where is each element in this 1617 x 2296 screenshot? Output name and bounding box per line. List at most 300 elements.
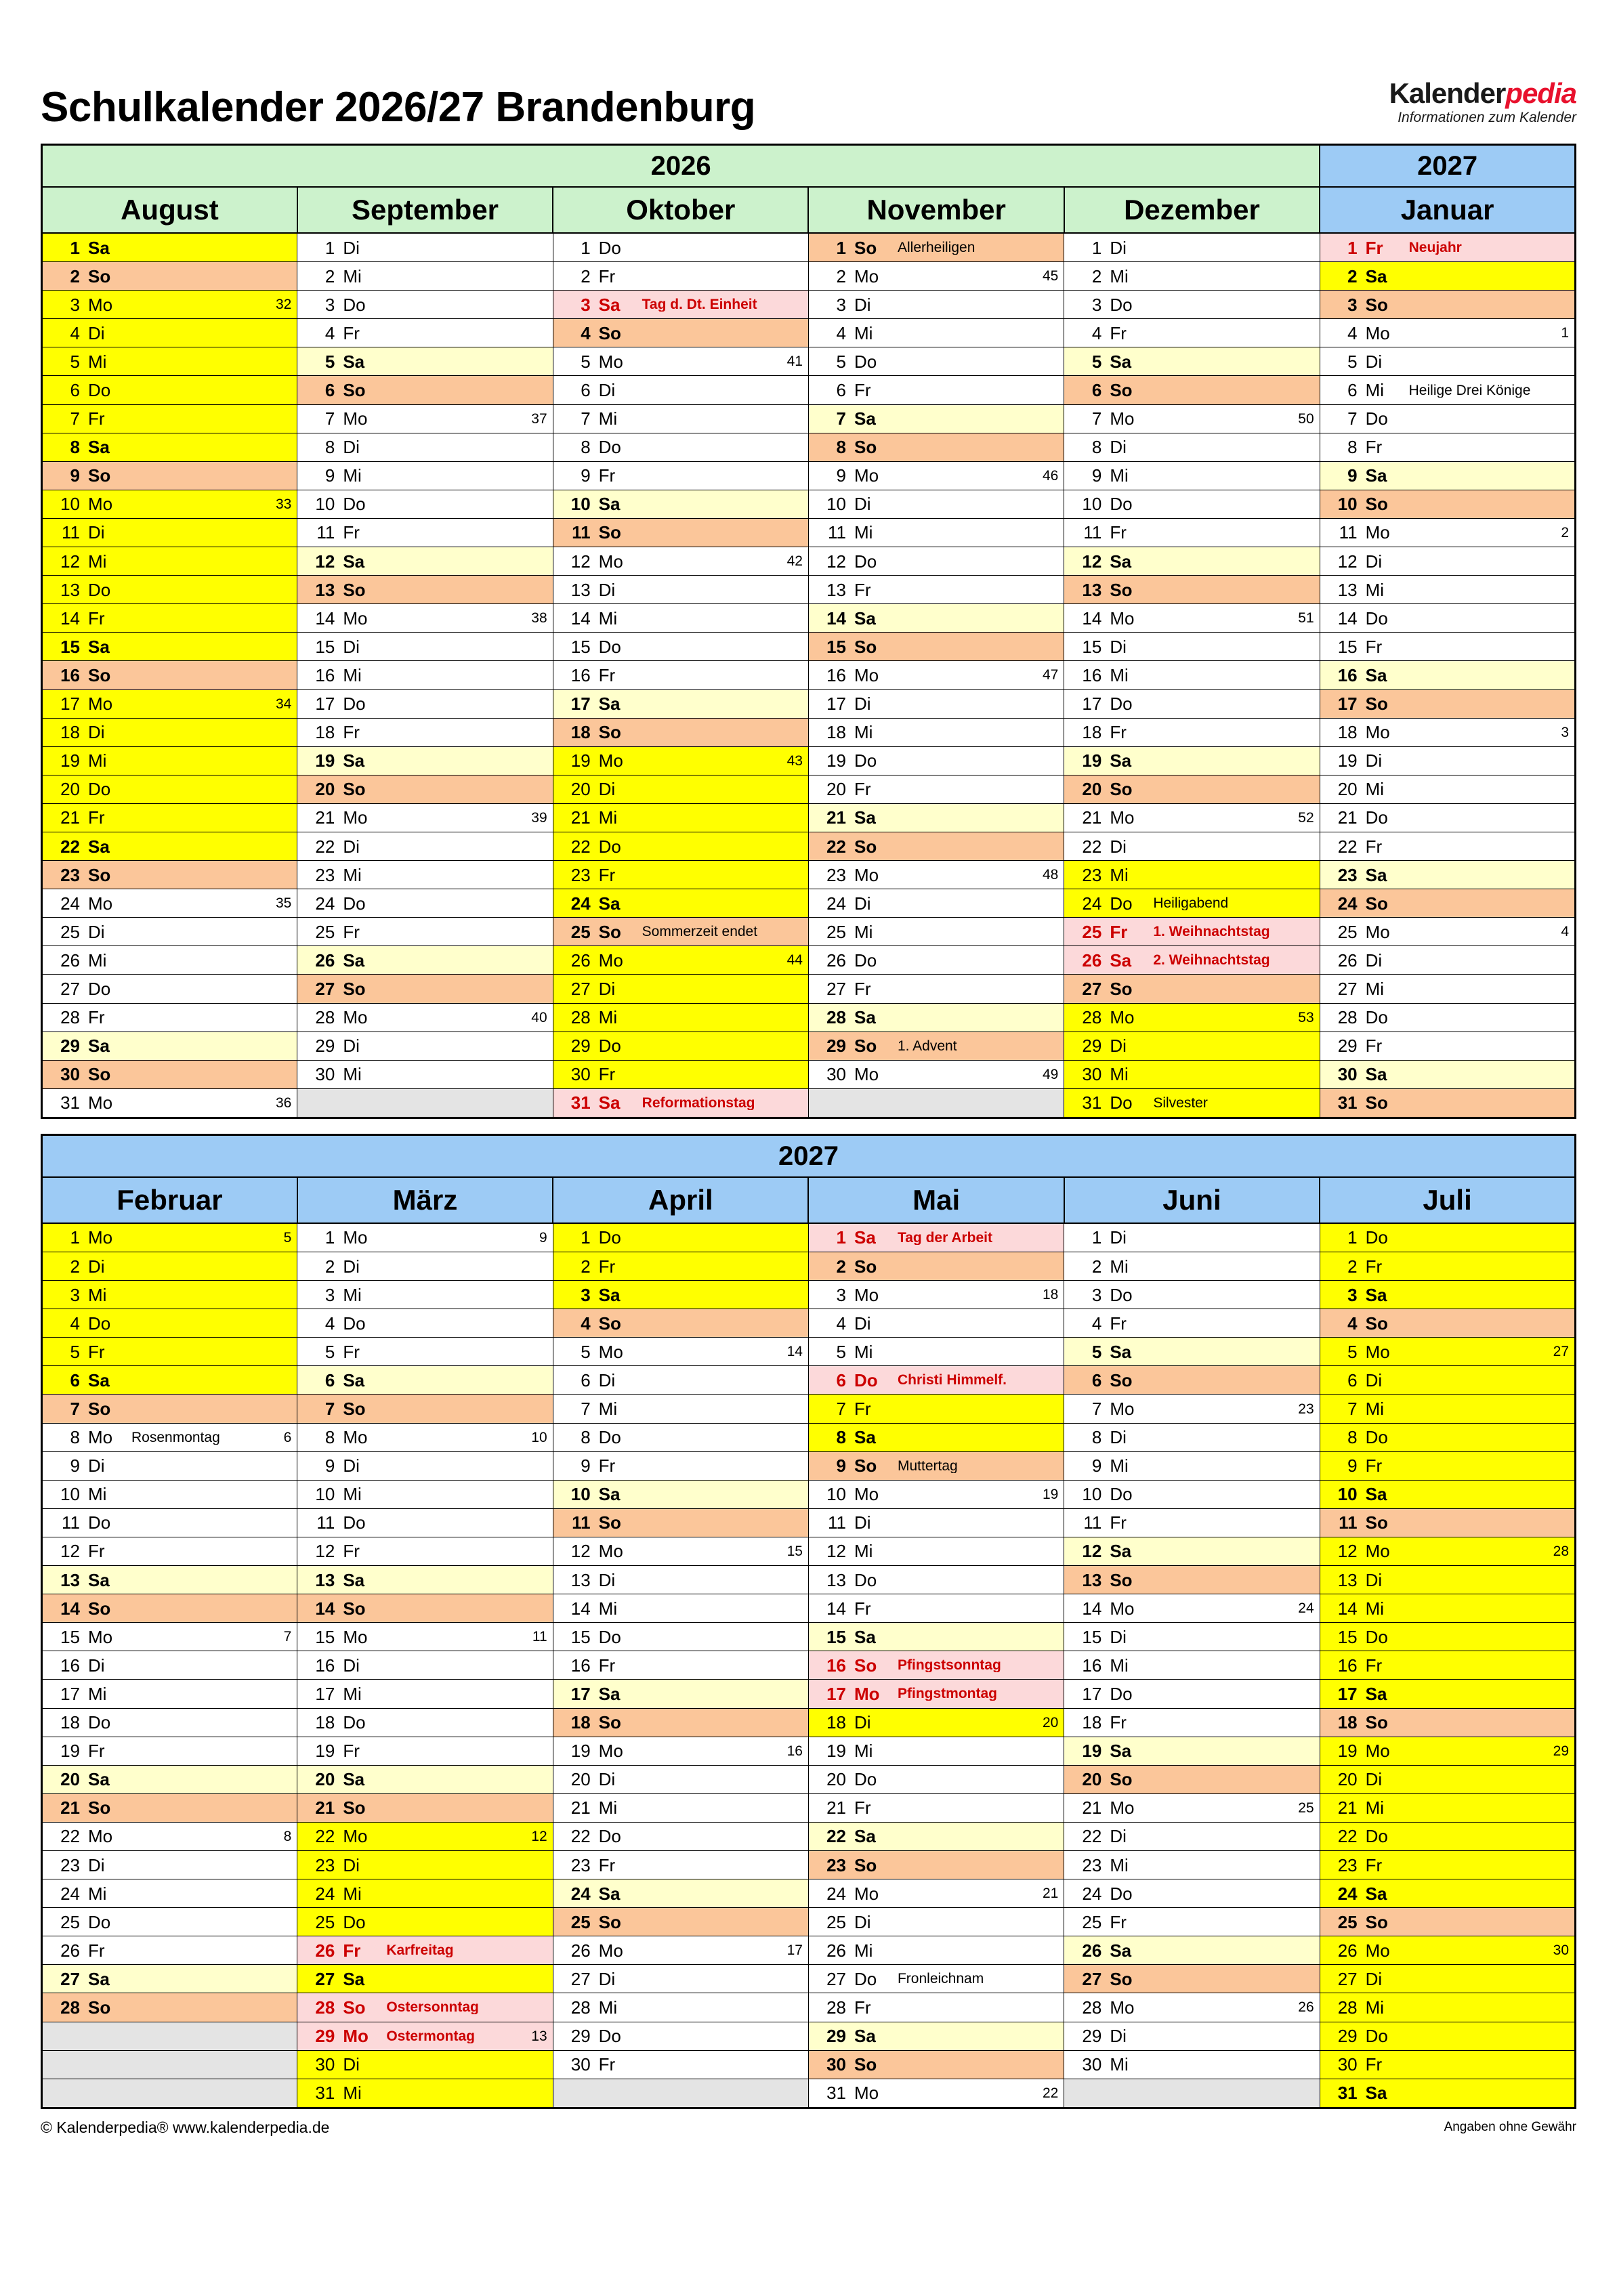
day-cell [42,1594,297,1623]
day-number: 26 [60,950,80,971]
day-cell [1064,689,1320,718]
day-cell [297,2079,553,2108]
day-weekday: Do [598,1227,621,1248]
day-weekday: Do [1110,494,1133,515]
day-cell [1320,1423,1575,1451]
day-cell [808,233,1064,262]
day-number: 9 [1091,465,1102,486]
day-row [42,433,1576,461]
day-weekday: So [343,779,366,800]
day-cell [297,1423,553,1451]
day-weekday: Di [1110,636,1127,657]
week-number: 36 [275,1094,292,1111]
month-header-juni: Juni [1064,1177,1320,1223]
day-cell [1064,1480,1320,1508]
day-weekday: Mi [343,2083,362,2104]
day-number: 23 [315,1854,335,1875]
day-cell [1064,1537,1320,1565]
day-number: 29 [826,2026,846,2047]
day-cell [297,1003,553,1032]
day-weekday: Mi [1365,1997,1385,2018]
day-number: 8 [581,437,591,458]
day-cell [42,1908,297,1936]
day-number: 2 [836,265,846,286]
day-weekday: Mi [598,1598,618,1619]
day-weekday: Di [598,1369,616,1390]
day-weekday: So [1365,294,1388,315]
day-weekday: Do [1110,1683,1133,1704]
day-cell [808,518,1064,547]
day-number: 15 [315,636,335,657]
day-number: 16 [60,1655,80,1676]
day-weekday: Fr [1110,1712,1127,1733]
day-weekday: Fr [343,1541,360,1562]
day-weekday: Mi [343,265,362,286]
day-weekday: Mo [1365,522,1390,543]
day-cell [42,1088,297,1118]
day-cell [553,233,808,262]
day-weekday: Mo [1365,1940,1390,1961]
day-cell [553,1908,808,1936]
day-row [42,775,1576,803]
day-number: 18 [570,722,591,743]
day-number: 2 [1347,1256,1358,1277]
day-number: 13 [1337,1569,1358,1590]
day-weekday: Mi [854,522,873,543]
day-number: 2 [1091,265,1102,286]
day-weekday: Fr [1365,237,1383,258]
day-cell [553,1793,808,1822]
day-weekday: Mo [88,494,113,515]
day-number: 30 [60,1064,80,1085]
month-header-oktober: Oktober [553,187,808,233]
day-row [42,1309,1576,1338]
day-cell [1320,1309,1575,1338]
day-cell [42,1879,297,1908]
day-number: 14 [570,608,591,629]
day-weekday: Mo [1110,807,1135,828]
day-cell [1064,861,1320,889]
day-number: 16 [1082,1655,1102,1676]
day-cell [553,1309,808,1338]
day-cell [1064,461,1320,490]
day-weekday: Do [1110,694,1133,715]
day-cell [553,1765,808,1793]
week-number: 42 [786,553,803,570]
day-cell [1320,918,1575,946]
day-cell [1320,746,1575,775]
day-weekday: Fr [343,1341,360,1362]
day-number: 18 [1082,1712,1102,1733]
day-cell [553,2022,808,2050]
day-number: 15 [60,1626,80,1647]
day-weekday: Di [343,836,360,857]
day-weekday: Mo [598,1741,623,1762]
day-cell [297,576,553,604]
day-number: 6 [70,380,80,401]
day-number: 10 [826,1484,846,1505]
day-cell [42,1252,297,1281]
day-cell-empty [42,2050,297,2079]
day-cell [1320,1088,1575,1118]
week-number: 12 [531,1828,547,1844]
day-cell-empty [808,1088,1064,1118]
day-cell [1320,1993,1575,2022]
day-weekday: Sa [88,237,110,258]
day-number: 28 [1082,1997,1102,2018]
day-cell [553,461,808,490]
day-weekday: Sa [1110,750,1132,771]
day-number: 2 [581,265,591,286]
day-cell [808,576,1064,604]
week-number: 50 [1298,410,1314,427]
day-cell [1064,1793,1320,1822]
day-number: 4 [1091,322,1102,343]
day-weekday: Do [1365,2026,1388,2047]
week-number: 3 [1561,724,1569,740]
day-number: 20 [1082,1769,1102,1790]
day-weekday: Fr [1365,636,1383,657]
week-number: 52 [1298,809,1314,826]
day-weekday: Mo [1110,1399,1135,1420]
day-number: 28 [315,1007,335,1028]
day-weekday: Fr [598,1854,616,1875]
day-number: 30 [570,2054,591,2075]
day-weekday: Sa [854,1427,876,1448]
day-weekday: Sa [1365,265,1387,286]
day-weekday: Sa [343,1569,365,1590]
day-number: 24 [826,893,846,914]
day-row [42,604,1576,633]
day-cell [553,2050,808,2079]
day-number: 10 [1082,1484,1102,1505]
day-note: Sommerzeit endet [642,924,758,939]
day-number: 29 [570,1036,591,1057]
day-weekday: So [1110,779,1133,800]
day-number: 13 [826,579,846,600]
day-row [42,376,1576,404]
day-row [42,1223,1576,1252]
day-cell [1064,889,1320,918]
day-weekday: Di [854,1313,871,1334]
day-number: 8 [324,1427,335,1448]
day-cell [553,918,808,946]
day-weekday: Do [854,351,877,372]
day-cell [1320,633,1575,661]
day-cell [42,803,297,832]
day-number: 10 [826,494,846,515]
day-number: 16 [826,664,846,685]
day-number: 18 [315,722,335,743]
day-number: 7 [1347,1399,1358,1420]
day-weekday: Sa [1110,351,1132,372]
day-weekday: So [854,1256,877,1277]
week-number: 6 [283,1429,292,1445]
day-weekday: Do [343,1712,366,1733]
day-cell [297,1765,553,1793]
day-number: 7 [70,1399,80,1420]
day-note: Fronleichnam [897,1972,984,1986]
day-row [42,832,1576,860]
day-cell [1320,1395,1575,1423]
week-number: 4 [1561,924,1569,940]
day-cell [1064,1879,1320,1908]
day-cell [808,461,1064,490]
day-number: 26 [60,1940,80,1961]
day-weekday: Mo [1110,408,1135,429]
day-number: 12 [1337,1541,1358,1562]
day-cell [42,775,297,803]
day-cell [553,1879,808,1908]
day-weekday: Di [854,494,871,515]
day-number: 12 [826,551,846,572]
day-weekday: Di [598,1769,616,1790]
day-number: 27 [570,978,591,999]
week-number: 15 [786,1543,803,1559]
day-cell [808,1879,1064,1908]
day-number: 20 [826,1769,846,1790]
day-number: 29 [1337,1036,1358,1057]
day-number: 28 [570,1007,591,1028]
day-weekday: Mo [854,1284,879,1305]
day-weekday: So [88,265,111,286]
day-number: 13 [60,1569,80,1590]
day-weekday: Di [343,237,360,258]
day-weekday: Fr [598,2054,616,2075]
day-number: 19 [826,750,846,771]
day-row [42,1281,1576,1309]
day-number: 11 [62,1512,80,1533]
day-note: Reformationstag [642,1095,755,1110]
day-weekday: Mo [598,1541,623,1562]
year-header-2026: 2026 [42,145,1320,188]
day-row [42,518,1576,547]
page-header [41,0,1576,129]
day-weekday: So [1365,1092,1388,1113]
day-number: 1 [836,237,846,258]
day-weekday: So [854,1655,877,1676]
day-cell [1320,889,1575,918]
day-weekday: Sa [598,1284,621,1305]
month-header-row [42,1177,1576,1223]
day-weekday: Fr [598,664,616,685]
day-number: 29 [570,2026,591,2047]
day-number: 22 [570,1826,591,1847]
day-cell [42,1423,297,1451]
day-number: 20 [1337,779,1358,800]
day-number: 11 [1083,1512,1102,1533]
day-cell [1320,1338,1575,1366]
day-weekday: Sa [88,1968,110,1989]
day-cell [808,746,1064,775]
day-cell [553,1537,808,1565]
day-cell [297,547,553,576]
day-weekday: Mi [854,722,873,743]
day-cell [553,832,808,860]
day-weekday: Mi [343,664,362,685]
day-cell [42,661,297,689]
day-number: 30 [826,1064,846,1085]
day-cell [297,1879,553,1908]
day-cell [42,633,297,661]
day-number: 4 [70,322,80,343]
day-number: 8 [70,1427,80,1448]
week-number: 43 [786,752,803,769]
day-number: 10 [315,494,335,515]
day-weekday: Do [88,1512,111,1533]
day-weekday: Sa [1110,950,1132,971]
day-number: 6 [836,1369,846,1390]
day-cell [297,1537,553,1565]
day-cell [1064,1032,1320,1060]
day-cell [553,319,808,347]
day-row [42,946,1576,975]
day-cell [808,1651,1064,1680]
day-weekday: Di [598,579,616,600]
day-cell [1320,433,1575,461]
day-cell [1320,1623,1575,1651]
day-number: 8 [324,437,335,458]
day-cell-empty [553,2079,808,2108]
day-weekday: Mi [1110,1854,1129,1875]
day-row [42,347,1576,376]
day-weekday: Do [88,1712,111,1733]
day-weekday: Sa [1365,1064,1387,1085]
day-row [42,2079,1576,2108]
day-row [42,889,1576,918]
day-weekday: Sa [1365,1284,1387,1305]
day-weekday: Do [88,978,111,999]
day-number: 15 [826,636,846,657]
day-row [42,1737,1576,1765]
day-weekday: Di [1365,551,1383,572]
day-cell [808,1708,1064,1737]
week-number: 51 [1298,610,1314,626]
day-cell [808,1594,1064,1623]
day-number: 19 [1082,1741,1102,1762]
day-cell [297,918,553,946]
day-cell [1320,661,1575,689]
day-weekday: Do [343,1313,366,1334]
day-number: 21 [1082,807,1102,828]
day-weekday: Mo [1365,1341,1390,1362]
day-number: 29 [315,2026,335,2047]
week-number: 17 [786,1942,803,1959]
day-cell [297,604,553,633]
week-number: 32 [275,297,292,313]
day-weekday: Do [1365,807,1388,828]
week-number: 8 [283,1828,292,1844]
week-number: 34 [275,696,292,712]
day-number: 7 [324,408,335,429]
day-number: 14 [1082,1598,1102,1619]
day-cell [1320,1908,1575,1936]
day-number: 7 [581,1399,591,1420]
day-cell [553,1395,808,1423]
day-weekday: Fr [854,1997,871,2018]
day-number: 19 [315,750,335,771]
day-weekday: Mi [1110,265,1129,286]
day-cell [1320,1060,1575,1088]
day-weekday: Sa [598,1092,621,1113]
day-weekday: Sa [854,2026,876,2047]
footer-copyright: © Kalenderpedia® www.kalenderpedia.de [41,2118,330,2136]
day-cell [42,576,297,604]
day-weekday: Fr [88,807,105,828]
day-weekday: Sa [854,408,876,429]
day-cell [1064,1366,1320,1395]
day-weekday: Sa [598,1484,621,1505]
day-number: 18 [826,722,846,743]
day-number: 25 [315,1911,335,1932]
week-number: 18 [1042,1287,1059,1303]
day-weekday: So [88,1598,111,1619]
day-cell [1320,1708,1575,1737]
day-number: 29 [1082,1036,1102,1057]
day-row [42,1088,1576,1118]
day-note: Tag der Arbeit [897,1230,993,1245]
day-cell [1320,604,1575,633]
day-weekday: Mi [598,408,618,429]
day-cell [553,718,808,746]
day-cell [42,1708,297,1737]
day-weekday: Sa [343,950,365,971]
day-weekday: Sa [343,1968,365,1989]
day-row [42,1708,1576,1737]
day-cell [297,1651,553,1680]
day-number: 22 [315,1826,335,1847]
day-number: 29 [60,1036,80,1057]
day-weekday: Mi [854,1940,873,1961]
day-number: 6 [581,1369,591,1390]
day-cell [1064,1965,1320,1993]
day-cell [1064,803,1320,832]
day-weekday: Mo [343,1626,368,1647]
day-weekday: So [854,1455,877,1476]
day-weekday: Sa [88,1036,110,1057]
day-cell [808,718,1064,746]
day-weekday: Fr [1365,836,1383,857]
day-row [42,1936,1576,1965]
day-weekday: Do [854,750,877,771]
day-cell [1320,1879,1575,1908]
day-weekday: Sa [343,750,365,771]
day-number: 24 [826,1883,846,1904]
day-number: 9 [836,465,846,486]
day-number: 3 [1347,294,1358,315]
day-weekday: Di [343,1854,360,1875]
day-weekday: Sa [1365,1484,1387,1505]
day-weekday: So [88,1997,111,2018]
day-cell [808,262,1064,291]
day-cell [553,689,808,718]
day-number: 28 [60,1997,80,2018]
day-cell [1320,461,1575,490]
day-number: 19 [570,1741,591,1762]
day-number: 16 [60,664,80,685]
day-cell [553,1003,808,1032]
day-weekday: Fr [343,1940,361,1961]
day-row [42,1594,1576,1623]
day-number: 24 [570,1883,591,1904]
day-cell [1320,2050,1575,2079]
day-cell [808,1850,1064,1879]
day-cell [297,1594,553,1623]
day-cell [297,1508,553,1537]
day-number: 1 [70,1227,80,1248]
day-cell [42,1936,297,1965]
day-number: 27 [1337,978,1358,999]
